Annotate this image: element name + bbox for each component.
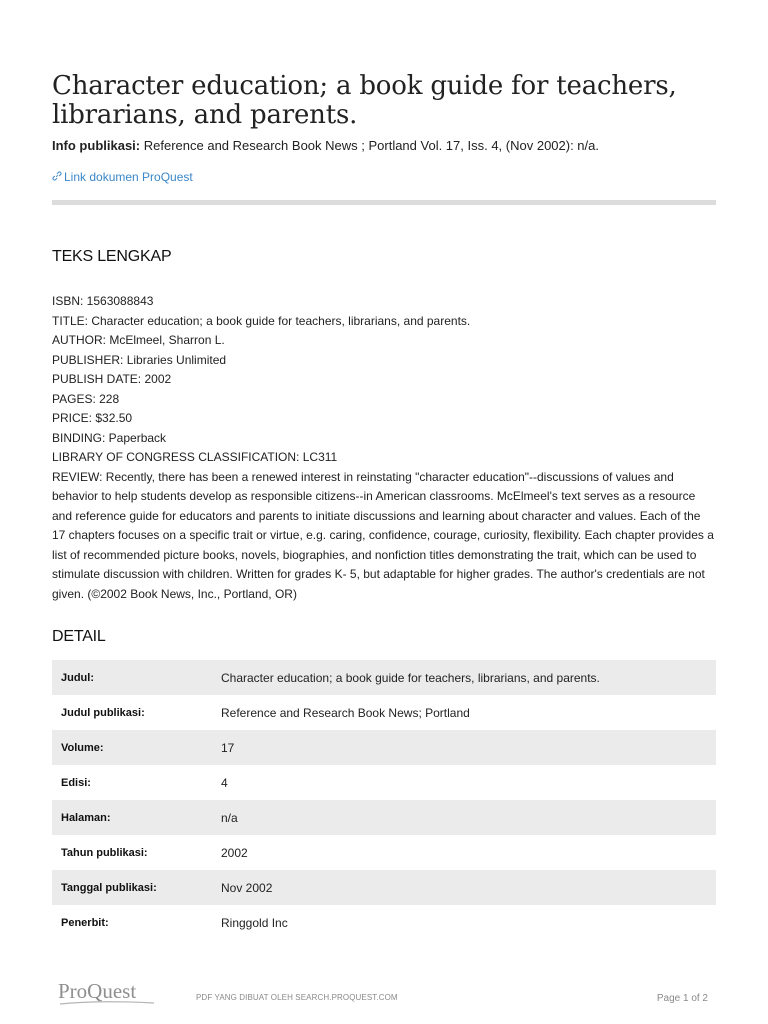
- proquest-link-label: Link dokumen ProQuest: [64, 170, 193, 184]
- title-line: TITLE: Character education; a book guide for teachers, librarians, and parents.: [52, 313, 471, 328]
- detail-value: Reference and Research Book News; Portland: [221, 705, 470, 720]
- pages-line: PAGES: 228: [52, 391, 120, 406]
- table-row: [52, 695, 716, 730]
- table-row: [52, 870, 716, 905]
- detail-value: Nov 2002: [212, 870, 716, 905]
- table-row: [52, 660, 716, 695]
- header-divider: [52, 200, 716, 205]
- document-title: Character education; a book guide for teachers, librarians, and parents.: [52, 71, 677, 130]
- detail-label: Volume:: [52, 730, 212, 765]
- full-text-heading: TEKS LENGKAP: [52, 248, 172, 265]
- table-row: [52, 765, 716, 800]
- detail-label: Tanggal publikasi:: [52, 870, 212, 905]
- publish-date-line: PUBLISH DATE: 2002: [52, 372, 172, 386]
- table-row: [52, 800, 716, 835]
- price-line: PRICE: $32.50: [52, 411, 133, 425]
- review-paragraph: REVIEW: Recently, there has been a renewed interest in reinstating "character education"--discussions of values and behavior to help students develop as responsible citizens--in American classrooms. McElmeel's text serves as a resource and reference guide for educators and parents to initiate discussions and learning about character and values. Each of the 17 chapters focuses on a specific trait or virtue, e.g. caring, confidence, courage, curiosity, flexibility. Each chapter provides a list of recommended picture books, novels, biographies, and nonfiction titles demonstrating the trait, which can be used to stimulate discussion with children. Written for grades K- 5, but adaptable for higher grades. The author's credentials are not given. (©2002 Book News, Inc., Portland, OR): [52, 469, 714, 601]
- detail-label: Edisi:: [61, 776, 91, 789]
- detail-label: Halaman:: [52, 800, 212, 835]
- detail-label: Judul:: [52, 660, 212, 695]
- detail-table: [52, 660, 716, 940]
- author-line: AUTHOR: McElmeel, Sharron L.: [52, 333, 225, 347]
- proquest-logo-text: ProQuest: [58, 979, 137, 1003]
- detail-value: 2002: [221, 845, 248, 860]
- detail-label: Judul publikasi:: [61, 706, 145, 719]
- isbn-line: ISBN: 1563088843: [52, 294, 154, 308]
- publisher-line: PUBLISHER: Libraries Unlimited: [52, 352, 227, 367]
- proquest-document-link[interactable]: [52, 170, 193, 184]
- loc-classification-line: LIBRARY OF CONGRESS CLASSIFICATION: LC311: [52, 450, 338, 464]
- table-row: [52, 730, 716, 765]
- detail-value: 17: [212, 730, 716, 765]
- publication-info-value: Reference and Research Book News ; Portland Vol. 17, Iss. 4, (Nov 2002): n/a.: [143, 138, 599, 153]
- full-text-body: [52, 292, 716, 604]
- detail-label: Penerbit:: [61, 916, 109, 929]
- detail-label: Tahun publikasi:: [61, 846, 148, 859]
- detail-value: 4: [221, 775, 228, 790]
- binding-line: BINDING: Paperback: [52, 430, 167, 445]
- detail-value: n/a: [212, 800, 716, 835]
- proquest-logo: [58, 978, 158, 1008]
- publication-info-label: Info publikasi:: [52, 138, 141, 153]
- table-row: [52, 835, 716, 870]
- table-row: [52, 905, 716, 940]
- link-icon: [52, 170, 63, 184]
- detail-value: Character education; a book guide for teachers, librarians, and parents.: [212, 660, 716, 695]
- publication-info: [52, 138, 599, 153]
- detail-heading: DETAIL: [52, 628, 106, 645]
- footer-page-number: Page 1 of 2: [656, 993, 708, 1004]
- footer-generated-by: PDF YANG DIBUAT OLEH SEARCH.PROQUEST.COM: [196, 993, 398, 1002]
- detail-value: Ringgold Inc: [221, 915, 288, 930]
